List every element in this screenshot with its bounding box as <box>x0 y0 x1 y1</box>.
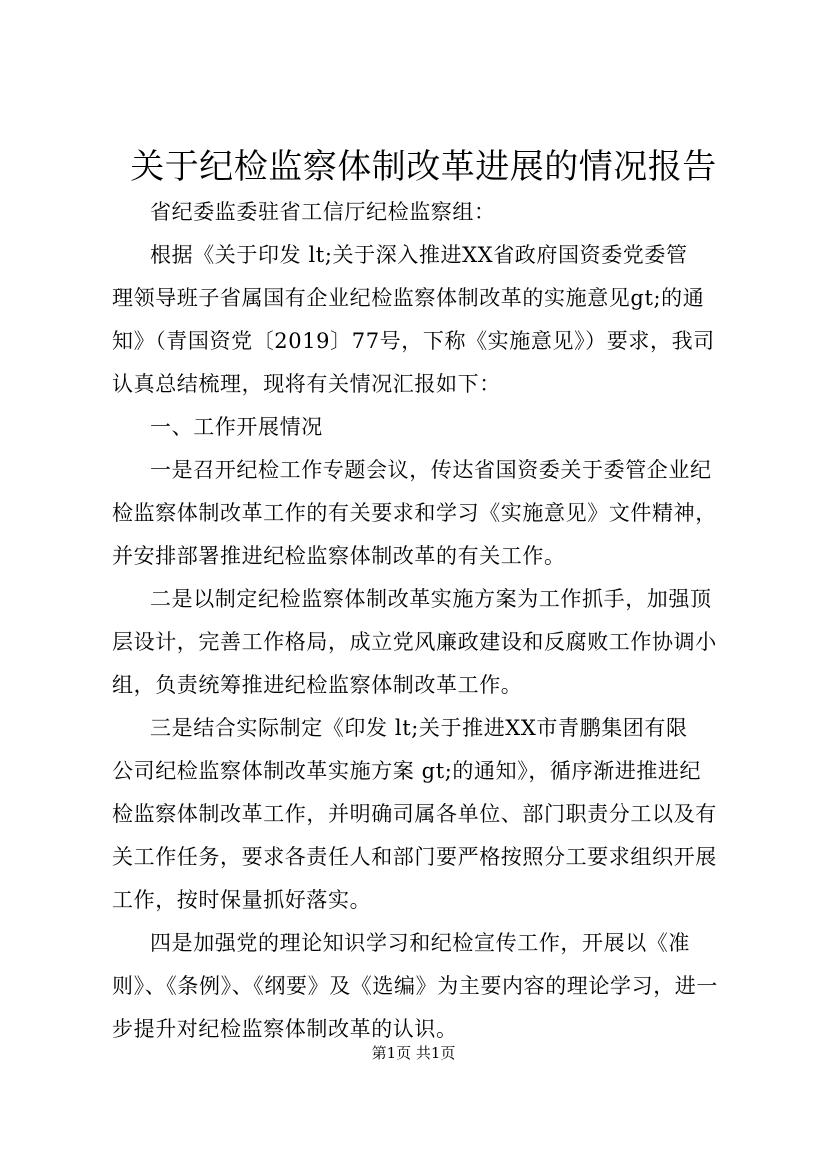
document-title: 关于纪检监察体制改革进展的情况报告 <box>130 147 717 187</box>
paragraph-line: 公司纪检监察体制改革实施方案 gt;的通知》，循序渐进推进纪 <box>112 759 702 783</box>
paragraph-line: 根据《关于印发 lt;关于深入推进XX省政府国资委党委管 <box>150 243 688 267</box>
section-heading: 一、工作开展情况 <box>150 415 323 439</box>
paragraph-line: 四是加强党的理论知识学习和纪检宣传工作，开展以《准 <box>150 931 690 955</box>
paragraph-line: 步提升对纪检监察体制改革的认识。 <box>112 1017 458 1041</box>
page-footer: 第1页 共1页 <box>371 1044 456 1062</box>
paragraph-line: 组，负责统筹推进纪检监察体制改革工作。 <box>112 673 523 697</box>
paragraph-line: 工作，按时保量抓好落实。 <box>112 888 372 912</box>
paragraph-line: 一是召开纪检工作专题会议，传达省国资委关于委管企业纪 <box>150 458 712 482</box>
paragraph-line: 理领导班子省属国有企业纪检监察体制改革的实施意见gt;的通 <box>112 286 705 310</box>
paragraph-line: 层设计，完善工作格局，成立党风廉政建设和反腐败工作协调小 <box>112 630 717 654</box>
salutation-line: 省纪委监委驻省工信厅纪检监察组： <box>150 200 496 224</box>
paragraph-line: 二是以制定纪检监察体制改革实施方案为工作抓手，加强顶 <box>150 587 712 611</box>
paragraph-line: 知》（青国资党〔2019〕77号，下称《实施意见》）要求，我司 <box>112 329 715 353</box>
paragraph-line: 检监察体制改革工作，并明确司属各单位、部门职责分工以及有 <box>112 802 717 826</box>
paragraph-line: 检监察体制改革工作的有关要求和学习《实施意见》文件精神， <box>112 501 717 525</box>
paragraph-line: 并安排部署推进纪检监察体制改革的有关工作。 <box>112 544 566 568</box>
paragraph-line: 关工作任务，要求各责任人和部门要严格按照分工要求组织开展 <box>112 845 717 869</box>
paragraph-line: 则》、《条例》、《纲要》及《选编》为主要内容的理论学习，进一 <box>112 974 718 998</box>
paragraph-line: 三是结合实际制定《印发 lt;关于推进XX市青鹏集团有限 <box>150 716 688 740</box>
paragraph-line: 认真总结梳理，现将有关情况汇报如下： <box>112 372 501 396</box>
